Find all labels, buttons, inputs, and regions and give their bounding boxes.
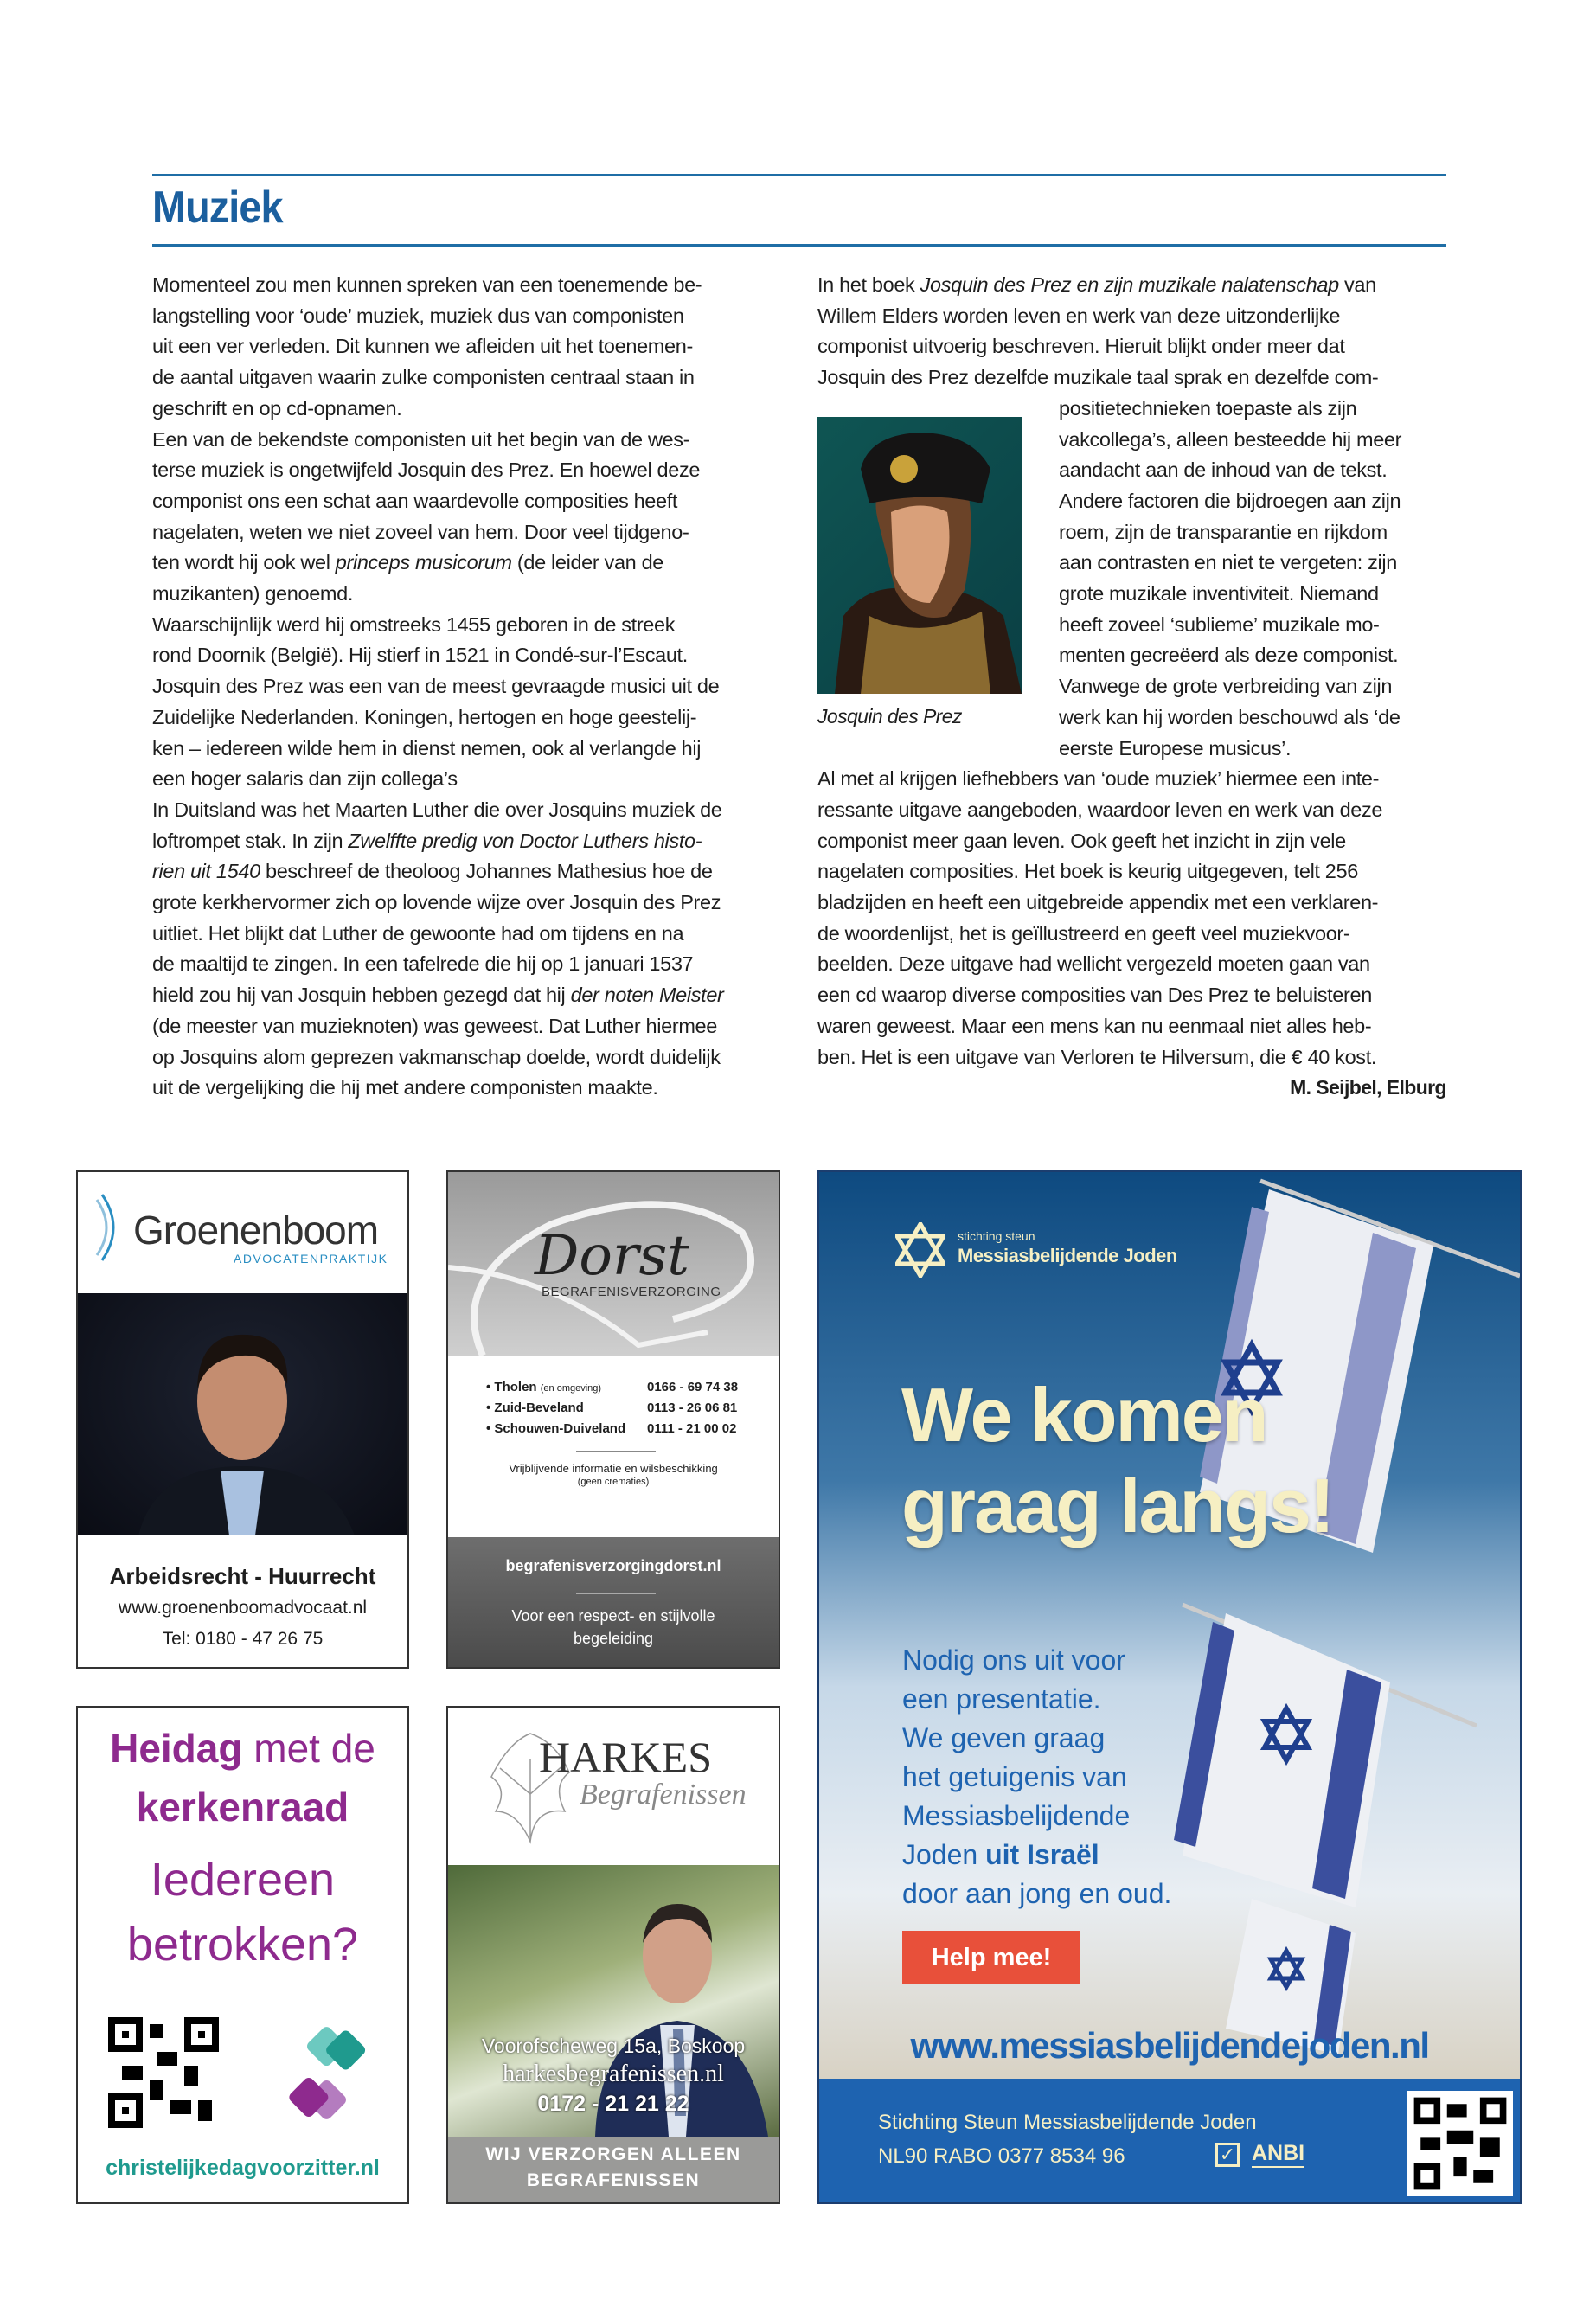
heidag-line1 (78, 1725, 407, 1772)
groenenboom-logo: Groenenboom (133, 1208, 379, 1253)
text-line: aandacht aan de inhoud van de tekst. (1059, 458, 1388, 482)
location-name: • Tholen (en omgeving) (486, 1380, 602, 1394)
ad-dorst[interactable] (446, 1170, 780, 1669)
heidag-iedereen: Iedereen (150, 1854, 336, 1906)
harkes-phone: 0172 - 21 21 22 (537, 2092, 689, 2116)
messias-website[interactable]: www.messiasbelijdendejoden.nl (910, 2025, 1429, 2066)
footer-iban: NL90 RABO 0377 8534 96 (878, 2144, 1125, 2168)
text-segment: Joden (902, 1839, 986, 1870)
text-line: uit de vergelijking die hij met andere componisten maakte. (152, 1076, 658, 1099)
divider (576, 1451, 656, 1452)
ad-messiasbelijdende-joden[interactable] (817, 1170, 1522, 2204)
text-line: componist meer gaan leven. Ook geeft het inzicht in zijn vele (817, 829, 1346, 852)
dorst-location-row (486, 1421, 763, 1442)
location-phone: 0111 - 21 00 02 (647, 1421, 737, 1436)
text-line: ressante uitgave aangeboden, waardoor leven en werk van deze (817, 798, 1383, 821)
text-line: bladzijden en heeft een uitgebreide appendix met een verklaren- (817, 891, 1379, 913)
divider (576, 1593, 656, 1594)
text-line: de aantal uitgaven waarin zulke componisten centraal staan in (152, 366, 695, 389)
harkes-address: Voorofscheweg 15a, Boskoop (481, 2035, 746, 2057)
location-phone: 0166 - 69 74 38 (647, 1380, 739, 1394)
text-line: een hoger salaris dan zijn collega’s (152, 767, 458, 791)
text-line: langstelling voor ‘oude’ muziek, muziek dus van componisten (152, 304, 684, 327)
heidag-website[interactable]: christelijkedagvoorzitter.nl (106, 2156, 380, 2180)
text-line: Momenteel zou men kunnen spreken van een toenemende be- (152, 273, 702, 296)
text-segment: ten wordt hij ook wel (152, 551, 336, 574)
groenenboom-website[interactable]: www.groenenboomadvocaat.nl (118, 1598, 368, 1618)
dorst-website[interactable]: begrafenisverzorgingdorst.nl (505, 1557, 721, 1574)
anbi-checkbox-icon: ✓ (1215, 2143, 1240, 2167)
invitation-line: Messiasbelijdende (902, 1800, 1131, 1831)
dorst-slogan: Voor een respect- en stijlvolle begeleiding (511, 1607, 715, 1647)
text-line: op Josquins alom geprezen vakmanschap doelde, wordt duidelijk (152, 1045, 721, 1068)
text-segment: loftrompet stak. In zijn (152, 829, 349, 852)
text-segment: beschreef de theoloog Johannes Mathesius hoe de (260, 860, 713, 883)
section-title: Muziek (152, 183, 283, 233)
portrait-photo (817, 417, 1022, 694)
headline-line2: graag langs! (901, 1463, 1334, 1548)
text-line: terse muziek is ongetwijfeld Josquin des Prez. En hoewel deze (152, 458, 701, 482)
groenenboom-logo-sub: ADVOCATENPRAKTIJK (234, 1252, 388, 1266)
italic-title: Josquin des Prez en zijn muzikale nalatenschap (920, 273, 1339, 296)
ad-heidag[interactable] (76, 1706, 409, 2204)
org-name: Messiasbelijdende Joden (958, 1245, 1177, 1266)
invitation-line (902, 1836, 1171, 1875)
invitation-line: het getuigenis van (902, 1761, 1127, 1792)
text-line (817, 272, 1376, 298)
harkes-banner-line1: WIJ VERZORGEN ALLEEN (485, 2144, 741, 2164)
harkes-website[interactable]: harkesbegrafenissen.nl (503, 2061, 724, 2087)
dorst-info: Vrijblijvende informatie en wilsbeschikking (509, 1462, 718, 1475)
text-line: waren geweest. Maar een mens kan nu eenmaal niet alles heb- (817, 1014, 1372, 1037)
text-line: roem, zijn de transparantie en rijkdom (1059, 520, 1388, 543)
org-small-label: stichting steun (958, 1229, 1035, 1243)
text-line (152, 549, 663, 575)
footer-org-name: Stichting Steun Messiasbelijdende Joden (878, 2111, 1257, 2134)
ad-harkes[interactable] (446, 1706, 780, 2204)
qr-code-icon (1407, 2091, 1513, 2196)
text-line: nagelaten, weten we niet zoveel van hem. Door veel tijdgeno- (152, 520, 689, 543)
top-rule (152, 174, 1446, 176)
harkes-banner-line2: BEGRAFENISSEN (526, 2170, 701, 2190)
text-line: In Duitsland was het Maarten Luther die over Josquins muziek de (152, 798, 722, 821)
text-line: (de meester van muzieknoten) was geweest. Dat Luther hiermee (152, 1014, 717, 1037)
text-line (152, 858, 713, 884)
text-line: componist ons een schat aan waardevolle composities heeft (152, 489, 678, 512)
text-line: Willem Elders worden leven en werk van deze uitzonderlijke (817, 304, 1341, 327)
dorst-location-row (486, 1400, 763, 1421)
text-segment: hield zou hij van Josquin hebben gezegd dat hij (152, 984, 571, 1007)
text-segment: (de leider van de (511, 551, 664, 574)
title-rule (152, 244, 1446, 247)
text-line: nagelaten composities. Het boek is keurig uitgegeven, telt 256 (817, 860, 1358, 883)
text-line: Vanwege de grote verbreiding van zijn (1059, 675, 1393, 698)
dorst-logo-sub: BEGRAFENISVERZORGING (542, 1285, 721, 1299)
text-line: grote muzikale inventiviteit. Niemand (1059, 582, 1379, 605)
italic-title: princeps musicorum (335, 551, 512, 574)
italic-title: der noten Meister (570, 984, 724, 1007)
location-name: • Zuid-Beveland (486, 1400, 584, 1415)
italic-title: rien uit 1540 (152, 860, 260, 883)
groenenboom-logo-arcs-icon (95, 1191, 130, 1264)
text-line: uit een ver verleden. Dit kunnen we afleiden uit het toenemen- (152, 335, 693, 358)
invitation-line: We geven graag (902, 1722, 1106, 1753)
harkes-logo: HARKES (539, 1733, 713, 1781)
headline-line1: We komen (901, 1372, 1267, 1458)
heidag-word: Heidag (110, 1726, 243, 1771)
text-line: geschrift en op cd-opnamen. (152, 396, 402, 420)
text-line: muzikanten) genoemd. (152, 582, 354, 605)
text-line (152, 828, 702, 854)
text-line: componist uitvoerig beschreven. Hieruit blijkt onder meer dat (817, 335, 1345, 358)
heidag-betrokken: betrokken? (126, 1919, 359, 1971)
text-line: de woordenlijst, het is geïllustreerd en geeft veel muziekvoor- (817, 921, 1350, 945)
author-signature: M. Seijbel, Elburg (1290, 1076, 1446, 1099)
text-line: eerste Europese musicus’. (1059, 736, 1292, 760)
italic-title: Zwelffte predig von Doctor Luthers histo- (348, 829, 702, 852)
text-line: uitliet. Het blijkt dat Luther de gewoonte had om tijdens en na (152, 921, 684, 945)
invitation-text (902, 1641, 1171, 1913)
text-line (152, 982, 724, 1008)
text-line: Zuidelijke Nederlanden. Koningen, hertogen en hoge geestelij- (152, 705, 697, 728)
text-line: positietechnieken toepaste als zijn (1059, 396, 1357, 420)
anbi-label: ANBI (1252, 2141, 1304, 2168)
text-line: ben. Het is een uitgave van Verloren te Hilversum, die € 40 kost. (817, 1045, 1377, 1068)
text-line: Josquin des Prez was een van de meest gevraagde musici uit de (152, 675, 720, 698)
dorst-logo: Dorst (535, 1224, 689, 1288)
text-line: aan contrasten en niet te vergeten: zijn (1059, 551, 1397, 574)
text-line: Andere factoren die bijdroegen aan zijn (1059, 489, 1401, 512)
text-line: grote kerkhervormer zich op lovende wijze over Josquin des Prez (152, 891, 721, 913)
ad-groenenboom[interactable] (76, 1170, 409, 1669)
groenenboom-headline: Arbeidsrecht - Huurrecht (109, 1563, 376, 1589)
invitation-line: een presentatie. (902, 1683, 1101, 1715)
text-line: Josquin des Prez dezelfde muzikale taal sprak en dezelfde com- (817, 366, 1379, 389)
invitation-line: door aan jong en oud. (902, 1878, 1172, 1909)
location-phone: 0113 - 26 06 81 (647, 1400, 738, 1415)
text-line: werk kan hij worden beschouwd als ‘de (1059, 705, 1401, 728)
text-line: heeft zoveel ‘sublieme’ muzikale mo- (1059, 612, 1380, 636)
text-line: ken – iedereen wilde hem in dienst nemen, ook al verlangde hij (152, 736, 702, 760)
groenenboom-phone: Tel: 0180 - 47 26 75 (162, 1629, 324, 1649)
text-line: een cd waarop diverse composities van Des Prez te beluisteren (817, 984, 1372, 1007)
invitation-line: Nodig ons uit voor (902, 1644, 1125, 1676)
text-segment: In het boek (817, 273, 920, 296)
dorst-locations (486, 1380, 763, 1442)
text-line: de maaltijd te zingen. In een tafelrede die hij op 1 januari 1537 (152, 952, 694, 976)
text-line: beelden. Deze uitgave had wellicht vergezeld moeten gaan van (817, 952, 1370, 976)
dagvoorzitter-logo-icon (272, 2019, 381, 2127)
text-line: rond Doornik (België). Hij stierf in 1521 in Condé-sur-l’Escaut. (152, 644, 688, 667)
help-button[interactable]: Help mee! (902, 1931, 1080, 1984)
text-line: Al met al krijgen liefhebbers van ‘oude muziek’ hiermee een inte- (817, 767, 1380, 791)
star-of-david-logo-icon (895, 1222, 945, 1278)
location-name: • Schouwen-Duiveland (486, 1421, 626, 1436)
heidag-met-de: met de (242, 1726, 375, 1771)
text-line: vakcollega’s, alleen besteedde hij meer (1059, 427, 1402, 451)
text-line: Een van de bekendste componisten uit het begin van de wes- (152, 427, 690, 451)
text-line: Waarschijnlijk werd hij omstreeks 1455 geboren in de streek (152, 612, 676, 636)
text-line: menten gecreëerd als deze componist. (1059, 644, 1399, 667)
photo-caption: Josquin des Prez (817, 705, 962, 727)
dorst-info-note: (geen crematies) (577, 1477, 650, 1487)
qr-code-icon (108, 2017, 219, 2128)
heidag-kerkenraad: kerkenraad (136, 1785, 349, 1830)
dorst-location-row (486, 1380, 763, 1400)
harkes-logo-sub: Begrafenissen (580, 1779, 747, 1811)
lawyer-photo (78, 1293, 409, 1535)
emphasis: uit Israël (985, 1839, 1099, 1870)
text-segment: van (1338, 273, 1376, 296)
